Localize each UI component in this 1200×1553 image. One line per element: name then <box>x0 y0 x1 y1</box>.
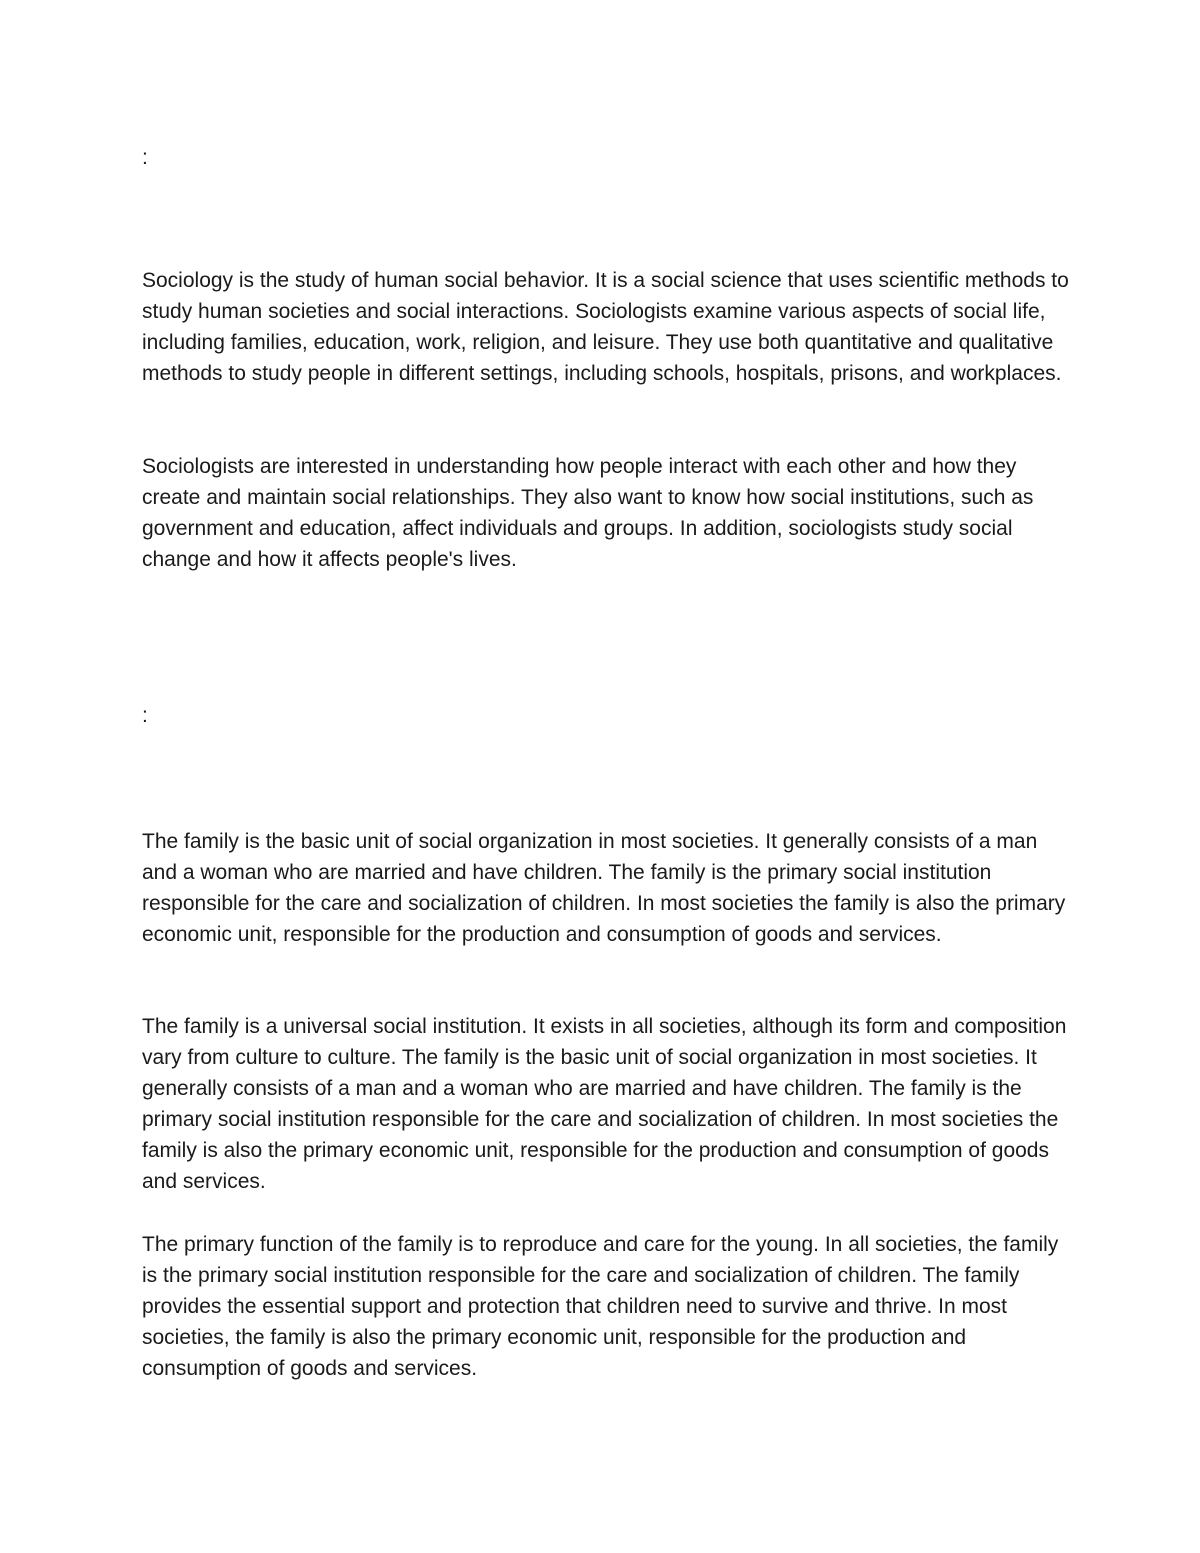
section-2-paragraph-3: The primary function of the family is to reproduce and care for the young. In all societies, the family is the primary social institution responsible for the care and socialization of children. The family provides the essential support and protection that children need to survive and thrive. In most societies, the family is also the primary economic unit, responsible for the production and consumption of goods and services. <box>142 1233 1059 1380</box>
section-1-paragraph-2: Sociologists are interested in understanding how people interact with each other and how they create and maintain social relationships. They also want to know how social institutions, such as government and education, affect individuals and groups. In addition, sociologists study social change and how it affects people's lives. <box>142 455 1034 571</box>
section-2-marker: : <box>142 704 148 727</box>
section-2-paragraph-2: The family is a universal social institution. It exists in all societies, although its form and composition vary from culture to culture. The family is the basic unit of social organization in most societies. It generally consists of a man and a woman who are married and have children. The family is the primary social institution responsible for the care and socialization of children. In most societies the family is also the primary economic unit, responsible for the production and consumption of goods and services. <box>142 1015 1067 1193</box>
section-1-paragraph-1: Sociology is the study of human social behavior. It is a social science that uses scientific methods to study human societies and social interactions. Sociologists examine various aspects of social life, including families, education, work, religion, and leisure. They use both quantitative and qualitative methods to study people in different settings, including schools, hospitals, prisons, and workplaces. <box>142 269 1069 385</box>
section-2-paragraph-1: The family is the basic unit of social organization in most societies. It generally consists of a man and a woman who are married and have children. The family is the primary social institution responsible for the care and socialization of children. In most societies the family is also the primary economic unit, responsible for the production and consumption of goods and services. <box>142 830 1066 946</box>
section-1-marker: : <box>142 146 148 169</box>
